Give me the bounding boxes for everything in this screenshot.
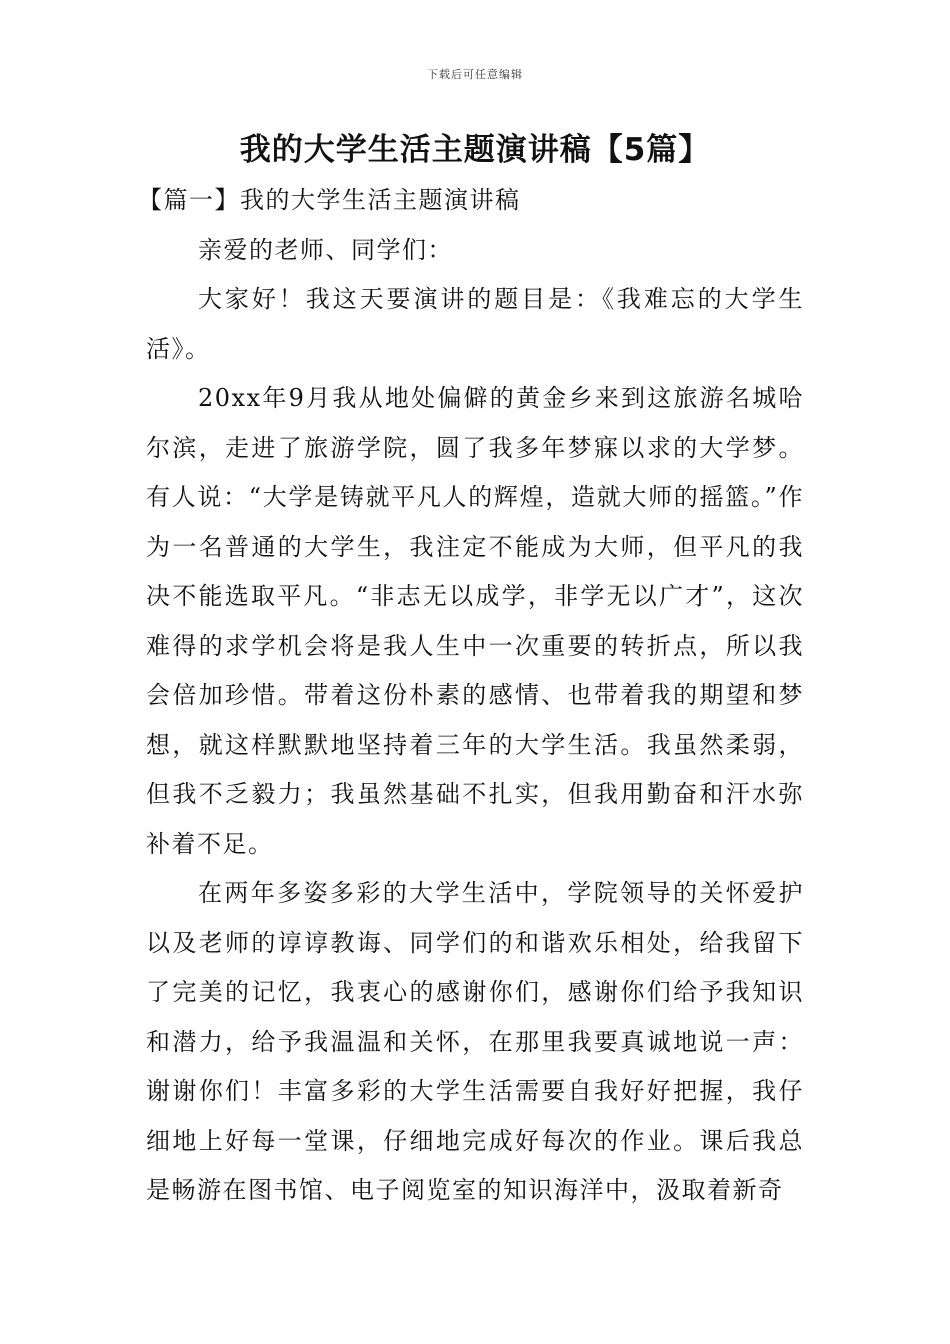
document-title: 我的大学生活主题演讲稿【5篇】 — [239, 132, 711, 168]
paragraph-arrival: 20xx年9月我从地处偏僻的黄金乡来到这旅游名城哈尔滨，走进了旅游学院，圆了我多年梦寐以求的大学梦。有人说：“大学是铸就平凡人的辉煌，造就大师的摇篮。”作为一名普通的大学生，我注定不能成为大师，但平凡的我决不能选取平凡。“非志无以成学，非学无以广才”，这次难得的求学机会将是我人生中一次重要的转折点，所以我会倍加珍惜。带着这份朴素的感情、也带着我的期望和梦想，就这样默默地坚持着三年的大学生活。我虽然柔弱，但我不乏毅力；我虽然基础不扎实，但我用勤奋和汗水弥补着不足。 — [146, 384, 804, 858]
section-heading: 【篇一】我的大学生活主题演讲稿 — [138, 186, 521, 214]
paragraph-college-life: 在两年多姿多彩的大学生活中，学院领导的关怀爱护以及老师的谆谆教诲、同学们的和谐欢乐相处，给我留下了完美的记忆，我衷心的感谢你们，感谢你们给予我知识和潜力，给予我温温和关怀，在那里我要真诚地说一声：谢谢你们！丰富多彩的大学生活需要自我好好把握，我仔细地上好每一堂课，仔细地完成好每次的作业。课后我总是畅游在图书馆、电子阅览室的知识海洋中，汲取着新奇 — [146, 879, 804, 1204]
header-note: 下载后可任意编辑 — [427, 68, 523, 81]
paragraph-greeting: 亲爱的老师、同学们： — [198, 235, 453, 264]
paragraph-opening: 大家好！我这天要演讲的题目是：《我难忘的大学生活》。 — [146, 285, 804, 363]
document-body — [138, 176, 804, 1216]
